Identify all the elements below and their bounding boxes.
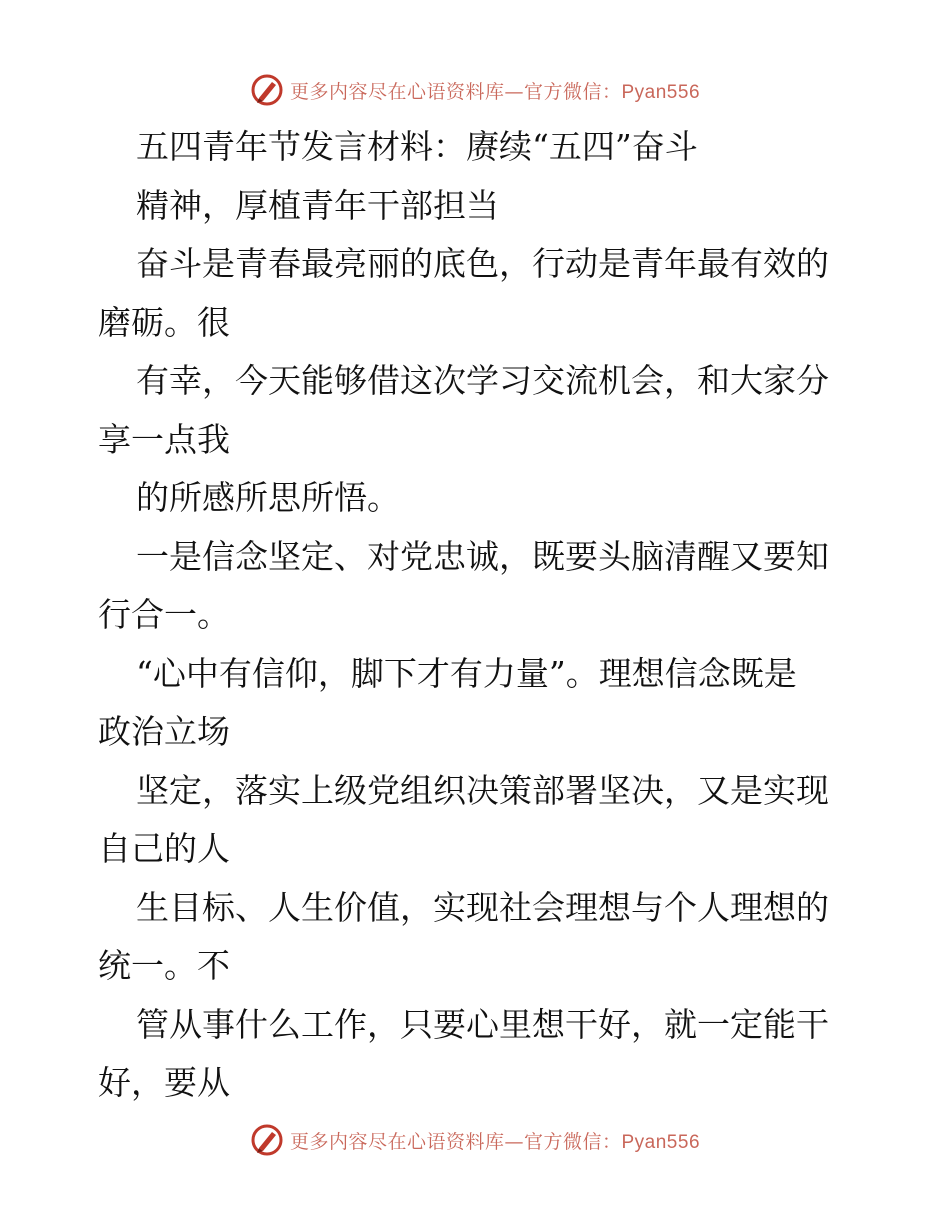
pen-logo-icon [250, 1123, 284, 1157]
text-line: 的所感所思所悟。 [136, 478, 400, 517]
header-watermark [0, 70, 950, 110]
text-line: 好，要从 [98, 1063, 230, 1102]
footer-watermark [0, 1120, 950, 1160]
watermark-text: 更多内容尽在心语资料库—官方微信：Pyan556 [289, 80, 701, 103]
text-line: 享一点我 [98, 419, 230, 459]
text-line: 一是信念坚定、对党忠诚，既要头脑清醒又要知 [136, 536, 829, 576]
text-line: 有幸，今天能够借这次学习交流机会，和大家分 [136, 361, 829, 400]
text-line: 磨砺。很 [98, 302, 230, 342]
text-line: 管从事什么工作，只要心里想干好，就一定能干 [136, 1004, 829, 1044]
text-line: “心中有信仰，脚下才有力量”。理想信念既是 [136, 653, 797, 693]
text-line: 精神，厚植青年干部担当 [136, 185, 499, 225]
text-line: 统一。不 [98, 946, 230, 985]
text-line: 坚定，落实上级党组织决策部署坚决，又是实现 [136, 770, 829, 810]
text-line: 生目标、人生价值，实现社会理想与个人理想的 [136, 887, 829, 927]
watermark-text: 更多内容尽在心语资料库—官方微信：Pyan556 [289, 1130, 701, 1153]
text-line: 五四青年节发言材料：赓续“五四”奋斗 [136, 127, 698, 166]
document-body [98, 118, 858, 1113]
text-line: 奋斗是青春最亮丽的底色，行动是青年最有效的 [136, 244, 829, 283]
text-line: 政治立场 [98, 712, 230, 751]
pen-logo-icon [250, 73, 284, 107]
text-line: 行合一。 [98, 595, 230, 634]
text-line: 自己的人 [98, 829, 230, 868]
